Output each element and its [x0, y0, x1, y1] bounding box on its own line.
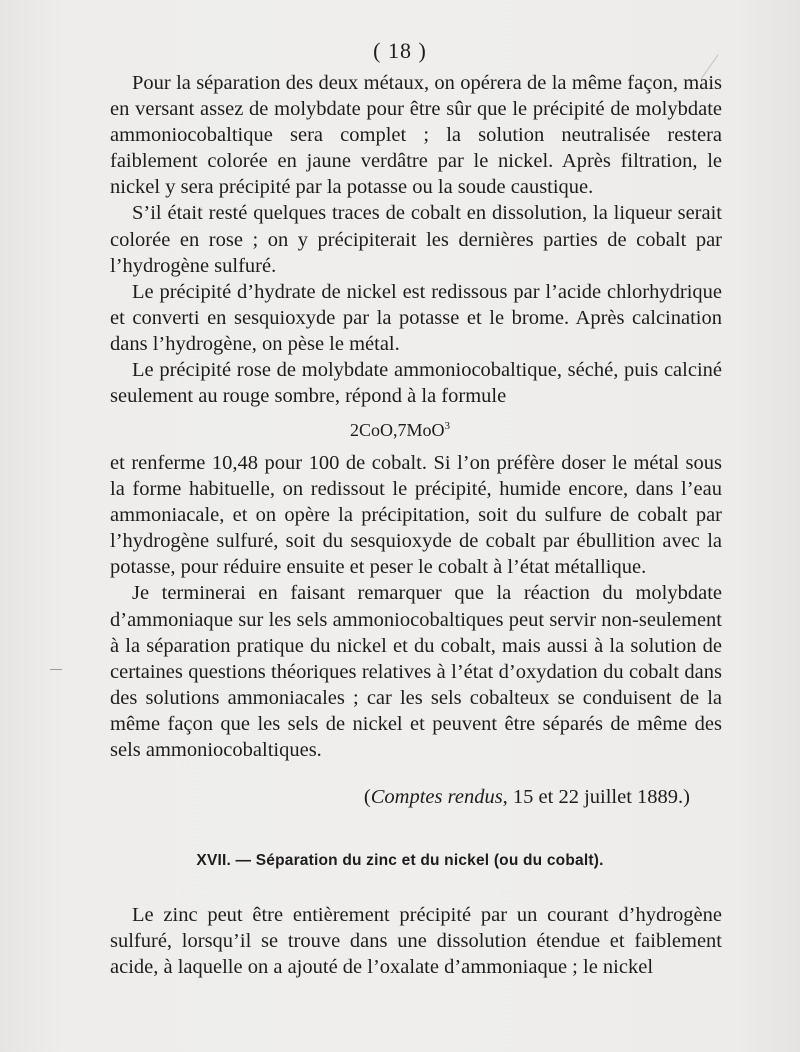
- citation: [0, 784, 690, 810]
- paragraph: Le précipité rose de molybdate ammoniocobaltique, séché, puis calciné seulement au rouge sombre, répond à la formule: [110, 359, 722, 408]
- margin-mark: [50, 669, 62, 670]
- paragraph: S’il était resté quelques traces de cobalt en dissolution, la liqueur serait colorée en rose ; on y précipiterait les dernières parties de cobalt par l’hydrogène sulfuré.: [110, 202, 722, 277]
- paragraph: Le zinc peut être entièrement précipité par un courant d’hydrogène sulfuré, lorsqu’il se trouve dans une dissolution étendue et faiblement acide, à laquelle on a ajouté de l’oxalate d’ammoniaque ; le nickel: [110, 904, 722, 979]
- paragraph: Le précipité d’hydrate de nickel est redissous par l’acide chlorhydrique et converti en sesquioxyde par la potasse et le brome. Après calcination dans l’hydrogène, on pèse le métal.: [110, 280, 722, 355]
- text-block-middle: [110, 450, 722, 763]
- formula-main: 2CoO,7MoO: [349, 420, 445, 440]
- page-number: ( 18 ): [373, 38, 427, 63]
- citation-journal: Comptes rendus: [370, 786, 503, 808]
- section-heading: XVII. — Séparation du zinc et du nickel (ou du cobalt).: [196, 852, 604, 869]
- text-block-bottom: [110, 902, 722, 980]
- paragraph: Je terminerai en faisant remarquer que la réaction du molybdate d’ammoniaque sur les sels ammoniocobaltiques peut servir non-seulement à la séparation pratique du nickel et du cobalt, mais aussi à la solution de certaines questions théoriques relatives à l’état d’oxydation du cobalt dans des solutions ammoniacales ; car les sels cobalteux se conduisent de la même façon que les sels de nickel et peuvent être séparés de même des sels ammoniocobaltiques.: [110, 582, 722, 762]
- text-block-top: [110, 70, 722, 409]
- paragraph: Pour la séparation des deux métaux, on opérera de la même façon, mais en versant assez de molybdate pour être sûr que le précipité de molybdate ammoniocobaltique sera complet ; la solution neutralisée restera faiblement colorée en jaune verdâtre par le nickel. Après filtration, le nickel y sera précipité par la potasse ou la soude caustique.: [110, 72, 722, 199]
- formula-superscript: 3: [444, 420, 450, 432]
- citation-date: , 15 et 22 juillet 1889.): [502, 786, 690, 808]
- chemical-formula: [0, 420, 800, 441]
- paragraph: et renferme 10,48 pour 100 de cobalt. Si l’on préfère doser le métal sous la forme habituelle, on redissout le précipité, humide encore, dans l’eau ammoniacale, et on opère la précipitation, soit du sulfure de cobalt par l’hydrogène sulfuré, soit du sesquioxyde de cobalt par ébullition avec la potasse, pour réduire ensuite et peser le cobalt à l’état métallique.: [110, 452, 722, 579]
- citation-open: (: [363, 786, 371, 808]
